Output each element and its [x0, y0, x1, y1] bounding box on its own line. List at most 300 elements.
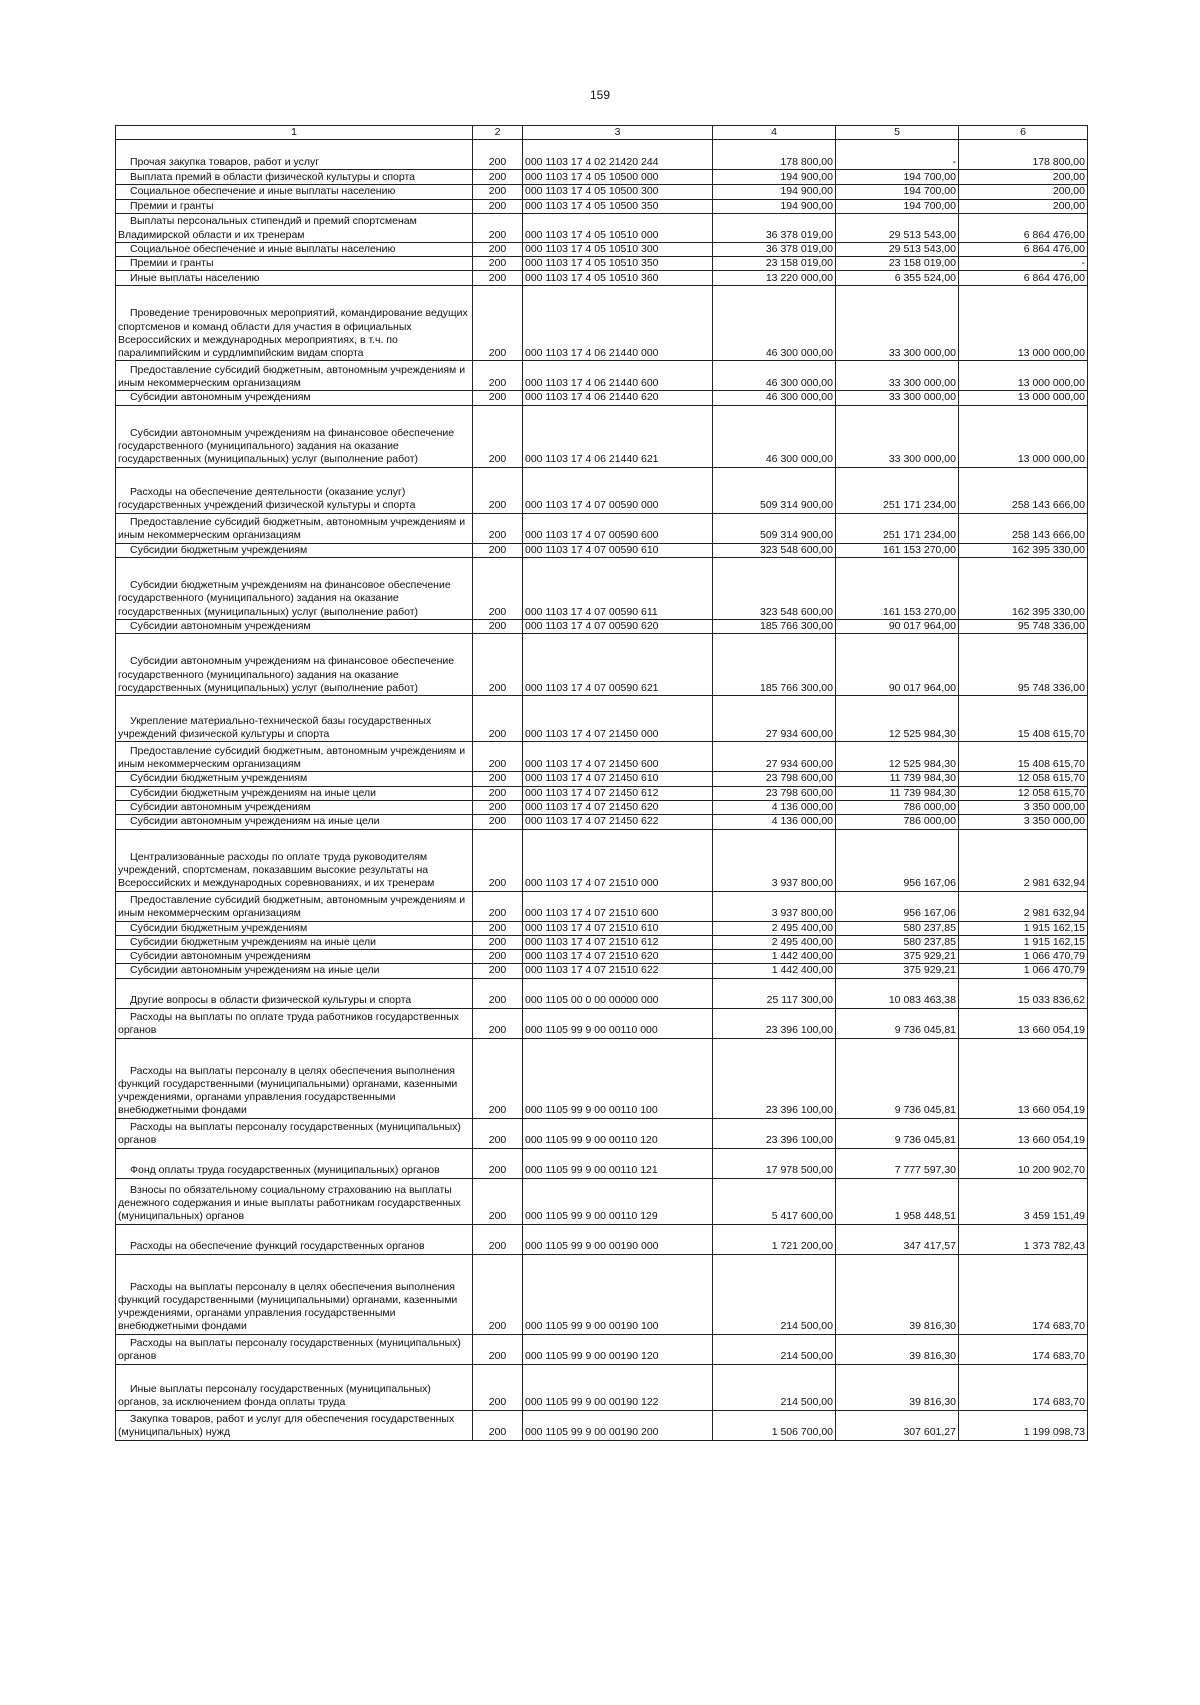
row-name-cell	[116, 1224, 473, 1254]
row-classification-code-cell: 000 1103 17 4 07 21510 612	[523, 935, 713, 949]
row-name-cell	[116, 620, 473, 634]
row-unexecuted-amount-cell: 258 143 666,00	[959, 467, 1088, 513]
row-name-cell	[116, 815, 473, 829]
row-code-cell: 200	[473, 1178, 523, 1224]
row-unexecuted-amount-cell: 200,00	[959, 185, 1088, 199]
row-classification-code-cell: 000 1105 99 9 00 00110 000	[523, 1008, 713, 1038]
row-name-text: Премии и гранты	[130, 199, 214, 212]
budget-table	[115, 125, 1088, 1441]
table-row	[116, 829, 1088, 891]
row-code-cell: 200	[473, 213, 523, 242]
table-row	[116, 1118, 1088, 1148]
row-unexecuted-amount-cell: 12 058 615,70	[959, 786, 1088, 800]
row-name-cell	[116, 467, 473, 513]
row-approved-amount-cell: 17 978 500,00	[713, 1148, 836, 1178]
table-row	[116, 405, 1088, 467]
row-classification-code-cell: 000 1103 17 4 07 00590 610	[523, 543, 713, 557]
row-name-cell	[116, 185, 473, 199]
row-name-cell	[116, 800, 473, 814]
row-code-cell: 200	[473, 772, 523, 786]
table-row	[116, 361, 1088, 391]
row-code-cell: 200	[473, 513, 523, 543]
table-row	[116, 140, 1088, 170]
row-approved-amount-cell: 36 378 019,00	[713, 242, 836, 256]
row-name-cell	[116, 1148, 473, 1178]
row-approved-amount-cell: 1 721 200,00	[713, 1224, 836, 1254]
row-approved-amount-cell: 46 300 000,00	[713, 361, 836, 391]
row-name-text: Субсидии автономным учреждениям на иные цели	[130, 964, 380, 977]
row-name-text: Субсидии бюджетным учреждениям на иные цели	[130, 935, 376, 948]
row-name-cell	[116, 242, 473, 256]
row-name-text: Взносы по обязательному социальному страхованию на выплаты денежного содержания и иные выплаты работникам государственных (муниципальных) органов	[118, 1183, 461, 1223]
table-row	[116, 1410, 1088, 1440]
row-classification-code-cell: 000 1103 17 4 06 21440 600	[523, 361, 713, 391]
row-executed-amount-cell: 9 736 045,81	[836, 1008, 959, 1038]
row-classification-code-cell: 000 1103 17 4 07 21510 600	[523, 891, 713, 921]
row-unexecuted-amount-cell: 1 915 162,15	[959, 935, 1088, 949]
row-code-cell: 200	[473, 391, 523, 405]
row-name-cell	[116, 1118, 473, 1148]
row-unexecuted-amount-cell: 162 395 330,00	[959, 558, 1088, 620]
table-row	[116, 170, 1088, 185]
row-name-text: Выплаты персональных стипендий и премий спортсменам Владимирской области и их тренерам	[118, 215, 417, 241]
table-row	[116, 696, 1088, 742]
table-row	[116, 1038, 1088, 1118]
row-approved-amount-cell: 194 900,00	[713, 185, 836, 199]
row-approved-amount-cell: 23 396 100,00	[713, 1038, 836, 1118]
row-unexecuted-amount-cell: 1 066 470,79	[959, 950, 1088, 964]
row-classification-code-cell: 000 1103 17 4 05 10510 360	[523, 271, 713, 286]
row-code-cell: 200	[473, 170, 523, 185]
row-name-text: Субсидии автономным учреждениям	[130, 950, 311, 963]
row-name-cell	[116, 1178, 473, 1224]
row-name-text: Субсидии бюджетным учреждениям	[130, 543, 308, 556]
row-classification-code-cell: 000 1105 99 9 00 00190 100	[523, 1254, 713, 1334]
table-row	[116, 950, 1088, 964]
row-classification-code-cell: 000 1103 17 4 07 00590 621	[523, 634, 713, 696]
row-executed-amount-cell: 90 017 964,00	[836, 620, 959, 634]
row-approved-amount-cell: 194 900,00	[713, 170, 836, 185]
row-name-text: Расходы на выплаты персоналу в целях обеспечения выполнения функций государственными (муниципальными) органами, казенными учреждениями, органами управления государственными внебюджетными фондами	[118, 1280, 458, 1333]
row-executed-amount-cell: 375 929,21	[836, 964, 959, 978]
column-header: 5	[836, 126, 959, 140]
row-code-cell: 200	[473, 800, 523, 814]
row-name-cell	[116, 543, 473, 557]
row-code-cell: 200	[473, 405, 523, 467]
row-code-cell: 200	[473, 815, 523, 829]
row-unexecuted-amount-cell: 15 408 615,70	[959, 696, 1088, 742]
row-code-cell: 200	[473, 964, 523, 978]
row-executed-amount-cell: 12 525 984,30	[836, 742, 959, 772]
row-executed-amount-cell: 786 000,00	[836, 800, 959, 814]
row-approved-amount-cell: 2 495 400,00	[713, 921, 836, 935]
row-classification-code-cell: 000 1103 17 4 07 21450 000	[523, 696, 713, 742]
table-row	[116, 800, 1088, 814]
row-classification-code-cell: 000 1105 99 9 00 00190 120	[523, 1334, 713, 1364]
row-executed-amount-cell: 9 736 045,81	[836, 1118, 959, 1148]
row-classification-code-cell: 000 1103 17 4 06 21440 620	[523, 391, 713, 405]
row-unexecuted-amount-cell: 3 350 000,00	[959, 815, 1088, 829]
row-unexecuted-amount-cell: 2 981 632,94	[959, 891, 1088, 921]
row-approved-amount-cell: 194 900,00	[713, 199, 836, 213]
row-approved-amount-cell: 509 314 900,00	[713, 467, 836, 513]
row-classification-code-cell: 000 1103 17 4 07 00590 000	[523, 467, 713, 513]
row-name-cell	[116, 257, 473, 271]
row-executed-amount-cell: 580 237,85	[836, 935, 959, 949]
row-name-cell	[116, 271, 473, 286]
row-code-cell: 200	[473, 921, 523, 935]
table-row	[116, 543, 1088, 557]
table-row	[116, 213, 1088, 242]
row-code-cell: 200	[473, 1148, 523, 1178]
row-unexecuted-amount-cell: 174 683,70	[959, 1334, 1088, 1364]
row-classification-code-cell: 000 1103 17 4 07 21450 612	[523, 786, 713, 800]
row-code-cell: 200	[473, 558, 523, 620]
row-name-cell	[116, 213, 473, 242]
row-unexecuted-amount-cell: 6 864 476,00	[959, 271, 1088, 286]
row-name-text: Субсидии автономным учреждениям на иные цели	[130, 815, 380, 828]
row-executed-amount-cell: 580 237,85	[836, 921, 959, 935]
row-unexecuted-amount-cell: 6 864 476,00	[959, 242, 1088, 256]
row-approved-amount-cell: 13 220 000,00	[713, 271, 836, 286]
table-row	[116, 742, 1088, 772]
row-approved-amount-cell: 23 396 100,00	[713, 1118, 836, 1148]
table-row	[116, 815, 1088, 829]
row-unexecuted-amount-cell: 15 408 615,70	[959, 742, 1088, 772]
row-name-cell	[116, 170, 473, 185]
row-name-text: Социальное обеспечение и иные выплаты населению	[130, 185, 396, 198]
row-classification-code-cell: 000 1105 99 9 00 00110 129	[523, 1178, 713, 1224]
row-executed-amount-cell: 251 171 234,00	[836, 513, 959, 543]
row-name-text: Субсидии бюджетным учреждениям на иные цели	[130, 786, 376, 799]
row-classification-code-cell: 000 1103 17 4 05 10510 300	[523, 242, 713, 256]
row-classification-code-cell: 000 1103 17 4 06 21440 000	[523, 286, 713, 361]
row-classification-code-cell: 000 1103 17 4 07 21450 622	[523, 815, 713, 829]
row-classification-code-cell: 000 1103 17 4 07 21450 620	[523, 800, 713, 814]
column-header: 4	[713, 126, 836, 140]
row-classification-code-cell: 000 1105 99 9 00 00110 121	[523, 1148, 713, 1178]
row-unexecuted-amount-cell: 13 000 000,00	[959, 361, 1088, 391]
row-code-cell: 200	[473, 1334, 523, 1364]
table-row	[116, 558, 1088, 620]
row-approved-amount-cell: 25 117 300,00	[713, 978, 836, 1008]
row-code-cell: 200	[473, 696, 523, 742]
row-unexecuted-amount-cell: 13 000 000,00	[959, 391, 1088, 405]
table-row	[116, 891, 1088, 921]
row-approved-amount-cell: 2 495 400,00	[713, 935, 836, 949]
row-unexecuted-amount-cell: 3 459 151,49	[959, 1178, 1088, 1224]
row-name-text: Субсидии автономным учреждениям на финансовое обеспечение государственного (муниципального) задания на оказание государственных (муниципальных) услуг (выполнение работ)	[118, 426, 455, 466]
table-row	[116, 921, 1088, 935]
row-executed-amount-cell: 29 513 543,00	[836, 213, 959, 242]
row-unexecuted-amount-cell: 258 143 666,00	[959, 513, 1088, 543]
row-name-text: Субсидии автономным учреждениям	[130, 620, 311, 633]
row-code-cell: 200	[473, 467, 523, 513]
row-classification-code-cell: 000 1105 99 9 00 00110 120	[523, 1118, 713, 1148]
row-unexecuted-amount-cell: 1 199 098,73	[959, 1410, 1088, 1440]
row-approved-amount-cell: 1 506 700,00	[713, 1410, 836, 1440]
row-code-cell: 200	[473, 1008, 523, 1038]
row-name-cell	[116, 786, 473, 800]
table-row	[116, 978, 1088, 1008]
row-name-text: Фонд оплаты труда государственных (муниципальных) органов	[130, 1164, 440, 1177]
column-header: 1	[116, 126, 473, 140]
row-name-text: Расходы на выплаты персоналу в целях обеспечения выполнения функций государственными (муниципальными) органами, казенными учреждениями, органами управления государственными внебюджетными фондами	[118, 1064, 458, 1117]
row-name-text: Премии и гранты	[130, 257, 214, 270]
row-executed-amount-cell: 7 777 597,30	[836, 1148, 959, 1178]
row-approved-amount-cell: 214 500,00	[713, 1334, 836, 1364]
row-code-cell: 200	[473, 620, 523, 634]
row-unexecuted-amount-cell: 1 066 470,79	[959, 964, 1088, 978]
row-name-text: Закупка товаров, работ и услуг для обеспечения государственных (муниципальных) нужд	[118, 1413, 455, 1439]
row-name-text: Расходы на выплаты персоналу государственных (муниципальных) органов	[118, 1121, 461, 1147]
row-classification-code-cell: 000 1103 17 4 06 21440 621	[523, 405, 713, 467]
row-name-cell	[116, 1008, 473, 1038]
table-row	[116, 391, 1088, 405]
row-unexecuted-amount-cell: 13 000 000,00	[959, 405, 1088, 467]
row-code-cell: 200	[473, 1224, 523, 1254]
row-code-cell: 200	[473, 286, 523, 361]
column-header: 2	[473, 126, 523, 140]
table-row	[116, 1254, 1088, 1334]
row-executed-amount-cell: 10 083 463,38	[836, 978, 959, 1008]
row-approved-amount-cell: 23 158 019,00	[713, 257, 836, 271]
table-row	[116, 286, 1088, 361]
row-classification-code-cell: 000 1105 99 9 00 00190 122	[523, 1364, 713, 1410]
row-approved-amount-cell: 36 378 019,00	[713, 213, 836, 242]
row-approved-amount-cell: 3 937 800,00	[713, 891, 836, 921]
table-row	[116, 1148, 1088, 1178]
row-executed-amount-cell: 347 417,57	[836, 1224, 959, 1254]
row-name-text: Проведение тренировочных мероприятий, командирование ведущих спортсменов и команд области для участия в официальных Всероссийских и международных мероприятиях, в т.ч. по паралимпийским и сурдлимпийским видам спорта	[118, 307, 468, 360]
row-classification-code-cell: 000 1103 17 4 02 21420 244	[523, 140, 713, 170]
row-name-text: Субсидии бюджетным учреждениям	[130, 772, 308, 785]
row-unexecuted-amount-cell: 12 058 615,70	[959, 772, 1088, 786]
column-header: 6	[959, 126, 1088, 140]
row-code-cell: 200	[473, 361, 523, 391]
row-executed-amount-cell: 39 816,30	[836, 1254, 959, 1334]
table-row	[116, 1008, 1088, 1038]
row-executed-amount-cell: 39 816,30	[836, 1364, 959, 1410]
row-unexecuted-amount-cell: 200,00	[959, 170, 1088, 185]
table-row	[116, 1364, 1088, 1410]
row-classification-code-cell: 000 1103 17 4 07 21510 620	[523, 950, 713, 964]
row-classification-code-cell: 000 1103 17 4 07 00590 600	[523, 513, 713, 543]
row-executed-amount-cell: 956 167,06	[836, 891, 959, 921]
row-classification-code-cell: 000 1103 17 4 07 21450 600	[523, 742, 713, 772]
table-row	[116, 935, 1088, 949]
row-name-text: Иные выплаты населению	[130, 272, 260, 285]
row-name-cell	[116, 772, 473, 786]
row-executed-amount-cell: 9 736 045,81	[836, 1038, 959, 1118]
row-code-cell: 200	[473, 140, 523, 170]
row-name-text: Централизованные расходы по оплате труда руководителям учреждений, спортсменам, показавшим высокие результаты на Всероссийских и международных соревнованиях, и их тренерам	[118, 850, 435, 890]
row-name-cell	[116, 935, 473, 949]
row-code-cell: 200	[473, 1364, 523, 1410]
row-name-cell	[116, 405, 473, 467]
row-approved-amount-cell: 214 500,00	[713, 1254, 836, 1334]
row-approved-amount-cell: 23 798 600,00	[713, 786, 836, 800]
table-row	[116, 185, 1088, 199]
row-approved-amount-cell: 178 800,00	[713, 140, 836, 170]
row-unexecuted-amount-cell: 6 864 476,00	[959, 213, 1088, 242]
row-name-cell	[116, 1334, 473, 1364]
row-code-cell: 200	[473, 829, 523, 891]
row-name-text: Выплата премий в области физической культуры и спорта	[130, 171, 415, 183]
row-classification-code-cell: 000 1103 17 4 07 21510 610	[523, 921, 713, 935]
row-executed-amount-cell: 161 153 270,00	[836, 558, 959, 620]
row-name-cell	[116, 361, 473, 391]
row-name-cell	[116, 978, 473, 1008]
row-code-cell: 200	[473, 978, 523, 1008]
row-name-text: Иные выплаты персоналу государственных (муниципальных) органов, за исключением фонда оплаты труда	[118, 1383, 431, 1409]
row-classification-code-cell: 000 1103 17 4 05 10500 350	[523, 199, 713, 213]
table-body	[116, 140, 1088, 1440]
row-name-text: Расходы на обеспечение деятельности (оказание услуг) государственных учреждений физической культуры и спорта	[118, 486, 416, 512]
row-approved-amount-cell: 3 937 800,00	[713, 829, 836, 891]
row-classification-code-cell: 000 1103 17 4 05 10500 300	[523, 185, 713, 199]
table-row	[116, 1224, 1088, 1254]
table-row	[116, 513, 1088, 543]
row-approved-amount-cell: 323 548 600,00	[713, 543, 836, 557]
row-name-text: Предоставление субсидий бюджетным, автономным учреждениям и иным некоммерческим организациям	[118, 744, 466, 771]
row-name-cell	[116, 950, 473, 964]
row-executed-amount-cell: 11 739 984,30	[836, 772, 959, 786]
row-name-text: Прочая закупка товаров, работ и услуг	[130, 156, 320, 168]
row-code-cell: 200	[473, 891, 523, 921]
row-executed-amount-cell: 23 158 019,00	[836, 257, 959, 271]
row-executed-amount-cell: 11 739 984,30	[836, 786, 959, 800]
row-name-text: Субсидии бюджетным учреждениям на финансовое обеспечение государственного (муниципального) задания на оказание государственных (муниципальных) услуг (выполнение работ)	[118, 579, 451, 618]
table-row	[116, 620, 1088, 634]
table-row	[116, 271, 1088, 286]
row-code-cell: 200	[473, 742, 523, 772]
row-unexecuted-amount-cell: 178 800,00	[959, 140, 1088, 170]
row-code-cell: 200	[473, 257, 523, 271]
row-approved-amount-cell: 1 442 400,00	[713, 964, 836, 978]
row-name-text: Субсидии бюджетным учреждениям	[130, 921, 308, 934]
row-executed-amount-cell: 194 700,00	[836, 199, 959, 213]
row-name-text: Укрепление материально-технической базы государственных учреждений физической культуры и спорта	[118, 714, 432, 741]
row-unexecuted-amount-cell: 10 200 902,70	[959, 1148, 1088, 1178]
row-code-cell: 200	[473, 271, 523, 286]
row-unexecuted-amount-cell: 1 915 162,15	[959, 921, 1088, 935]
row-name-cell	[116, 1254, 473, 1334]
row-name-text: Расходы на выплаты персоналу государственных (муниципальных) органов	[118, 1337, 461, 1363]
row-code-cell: 200	[473, 1254, 523, 1334]
row-approved-amount-cell: 185 766 300,00	[713, 634, 836, 696]
row-code-cell: 200	[473, 543, 523, 557]
row-classification-code-cell: 000 1103 17 4 07 00590 611	[523, 558, 713, 620]
row-classification-code-cell: 000 1103 17 4 07 21510 622	[523, 964, 713, 978]
row-executed-amount-cell: 194 700,00	[836, 170, 959, 185]
row-approved-amount-cell: 4 136 000,00	[713, 800, 836, 814]
row-executed-amount-cell: 161 153 270,00	[836, 543, 959, 557]
row-code-cell: 200	[473, 1118, 523, 1148]
row-name-cell	[116, 829, 473, 891]
table-header-row	[116, 126, 1088, 140]
row-unexecuted-amount-cell: 13 660 054,19	[959, 1038, 1088, 1118]
row-name-text: Другие вопросы в области физической культуры и спорта	[130, 994, 412, 1007]
table-row	[116, 772, 1088, 786]
row-approved-amount-cell: 27 934 600,00	[713, 696, 836, 742]
row-classification-code-cell: 000 1103 17 4 07 21450 610	[523, 772, 713, 786]
row-unexecuted-amount-cell: 15 033 836,62	[959, 978, 1088, 1008]
row-name-text: Субсидии автономным учреждениям	[130, 391, 311, 404]
row-name-cell	[116, 696, 473, 742]
row-executed-amount-cell: 251 171 234,00	[836, 467, 959, 513]
row-unexecuted-amount-cell: 1 373 782,43	[959, 1224, 1088, 1254]
row-name-cell	[116, 391, 473, 405]
row-unexecuted-amount-cell: 13 000 000,00	[959, 286, 1088, 361]
row-code-cell: 200	[473, 786, 523, 800]
row-executed-amount-cell: 375 929,21	[836, 950, 959, 964]
row-approved-amount-cell: 4 136 000,00	[713, 815, 836, 829]
row-unexecuted-amount-cell: 3 350 000,00	[959, 800, 1088, 814]
row-executed-amount-cell: 39 816,30	[836, 1334, 959, 1364]
table-row	[116, 634, 1088, 696]
row-approved-amount-cell: 46 300 000,00	[713, 405, 836, 467]
row-classification-code-cell: 000 1103 17 4 07 00590 620	[523, 620, 713, 634]
row-name-cell	[116, 140, 473, 170]
table-row	[116, 467, 1088, 513]
row-approved-amount-cell: 185 766 300,00	[713, 620, 836, 634]
row-classification-code-cell: 000 1105 99 9 00 00110 100	[523, 1038, 713, 1118]
row-name-cell	[116, 964, 473, 978]
row-name-text: Социальное обеспечение и иные выплаты населению	[130, 242, 396, 255]
row-executed-amount-cell: 786 000,00	[836, 815, 959, 829]
row-approved-amount-cell: 27 934 600,00	[713, 742, 836, 772]
table-row	[116, 964, 1088, 978]
row-unexecuted-amount-cell: 95 748 336,00	[959, 634, 1088, 696]
row-approved-amount-cell: 509 314 900,00	[713, 513, 836, 543]
row-name-cell	[116, 891, 473, 921]
row-executed-amount-cell: 194 700,00	[836, 185, 959, 199]
table-row	[116, 242, 1088, 256]
row-code-cell: 200	[473, 950, 523, 964]
table-row	[116, 257, 1088, 271]
row-unexecuted-amount-cell: 13 660 054,19	[959, 1008, 1088, 1038]
column-header: 3	[523, 126, 713, 140]
row-code-cell: 200	[473, 935, 523, 949]
row-unexecuted-amount-cell: 174 683,70	[959, 1364, 1088, 1410]
row-executed-amount-cell: 956 167,06	[836, 829, 959, 891]
row-name-cell	[116, 558, 473, 620]
row-approved-amount-cell: 23 798 600,00	[713, 772, 836, 786]
row-executed-amount-cell: 90 017 964,00	[836, 634, 959, 696]
row-executed-amount-cell: 29 513 543,00	[836, 242, 959, 256]
table-row	[116, 199, 1088, 213]
row-approved-amount-cell: 1 442 400,00	[713, 950, 836, 964]
row-executed-amount-cell: 33 300 000,00	[836, 391, 959, 405]
row-approved-amount-cell: 5 417 600,00	[713, 1178, 836, 1224]
row-classification-code-cell: 000 1103 17 4 05 10500 000	[523, 170, 713, 185]
row-classification-code-cell: 000 1103 17 4 05 10510 350	[523, 257, 713, 271]
row-name-text: Предоставление субсидий бюджетным, автономным учреждениям и иным некоммерческим организациям	[118, 893, 466, 920]
row-name-cell	[116, 634, 473, 696]
row-executed-amount-cell: 33 300 000,00	[836, 405, 959, 467]
row-classification-code-cell: 000 1105 99 9 00 00190 000	[523, 1224, 713, 1254]
row-unexecuted-amount-cell: 13 660 054,19	[959, 1118, 1088, 1148]
table-row	[116, 786, 1088, 800]
row-name-cell	[116, 1364, 473, 1410]
row-name-cell	[116, 742, 473, 772]
row-classification-code-cell: 000 1105 99 9 00 00190 200	[523, 1410, 713, 1440]
row-unexecuted-amount-cell: 2 981 632,94	[959, 829, 1088, 891]
row-name-text: Расходы на выплаты по оплате труда работников государственных органов	[118, 1011, 459, 1037]
row-executed-amount-cell: 6 355 524,00	[836, 271, 959, 286]
row-code-cell: 200	[473, 242, 523, 256]
